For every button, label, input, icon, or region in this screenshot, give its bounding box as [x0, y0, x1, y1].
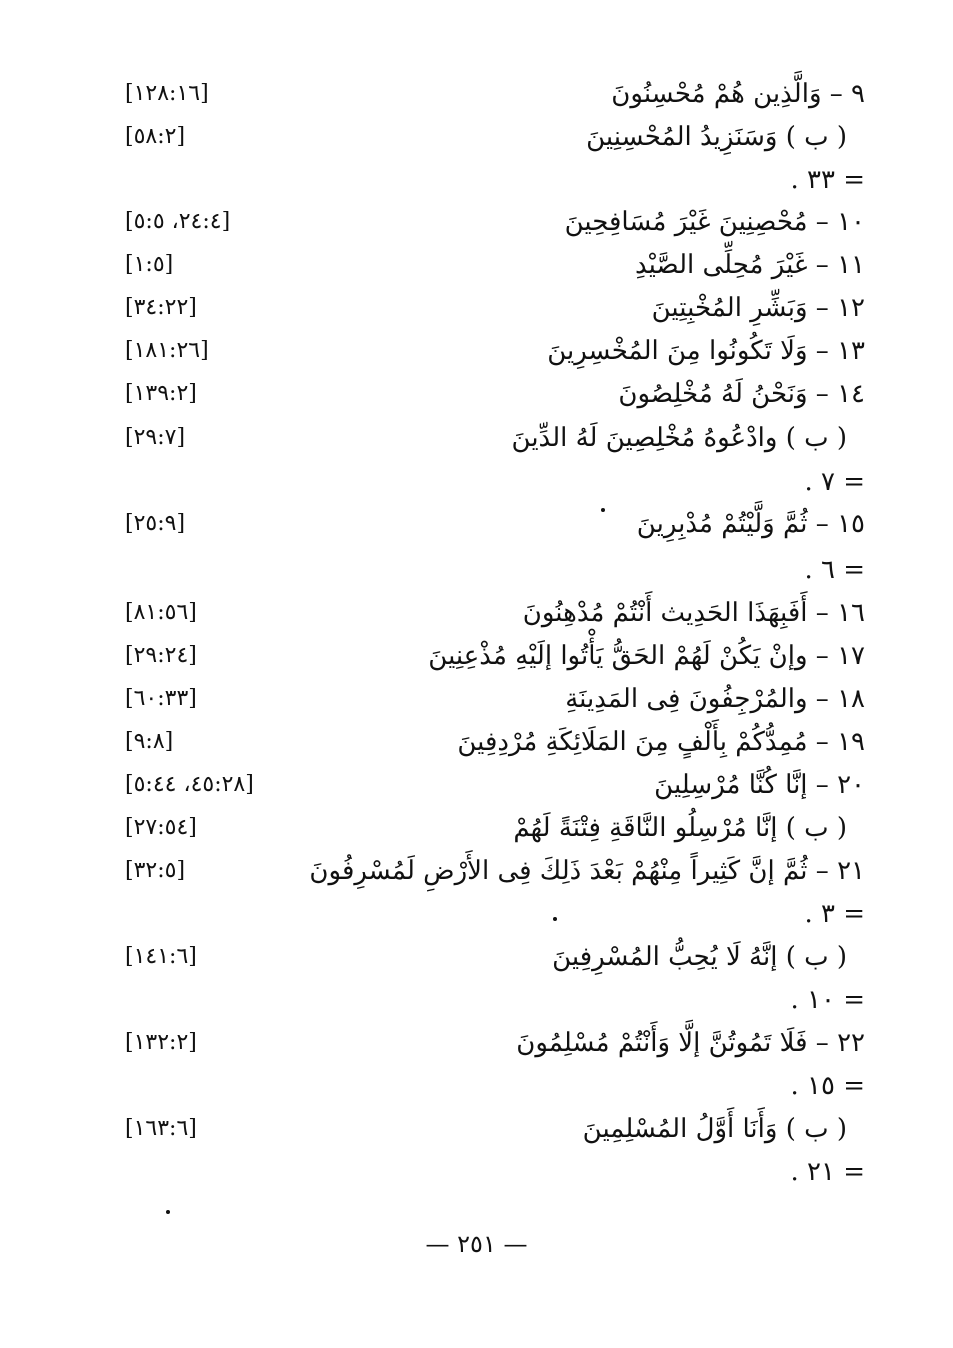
entry-line: [125, 550, 865, 590]
entry-text: ١٤ – وَنَحْنُ لَهُ مُخْلِصُونَ: [618, 379, 865, 409]
entry-line: [125, 722, 865, 762]
verse-reference: [١٣٩:٢]: [125, 381, 197, 406]
entry-line: [125, 374, 865, 414]
entry-text: ١٦ – أَفَبِهَذَا الحَدِيث أَنْتُمْ مُدْهِنُونَ: [522, 598, 865, 628]
verse-reference: [٢٩:٢٤]: [125, 643, 197, 668]
entry-line: [125, 808, 865, 848]
entry-text: = ٧ .: [804, 467, 865, 497]
entry-text: ١٣ – وَلَا تَكُونُوا مِنَ المُخْسِرِينَ: [547, 336, 865, 366]
entry-text: ( ب ) إنَّهُ لَا يُحِبُّ المُسْرِفِينَ: [552, 942, 847, 972]
entry-text: = ٢١ .: [790, 1157, 865, 1187]
entry-line: [125, 679, 865, 719]
entry-line: [125, 245, 865, 285]
verse-reference: [٥٨:٢]: [125, 124, 186, 149]
verse-reference: [١٣٢:٢]: [125, 1030, 197, 1055]
entry-text: = ٣ .: [804, 899, 865, 929]
entry-line: [125, 160, 865, 200]
entry-text: ١٧ – وإنْ يَكُنْ لَهُمْ الحَقُّ يَأْتُوا إلَيْهِ مُذْعِنِينَ: [428, 641, 865, 671]
entry-line: [125, 593, 865, 633]
entry-line: [125, 1023, 865, 1063]
entry-line: [125, 117, 865, 157]
verse-reference: [١٦٣:٦]: [125, 1116, 197, 1141]
verse-reference: [٦٠:٣٣]: [125, 686, 197, 711]
entry-line: [125, 937, 865, 977]
entry-line: [125, 765, 865, 805]
entry-text: ١٨ – والمُرْجِفُونَ فِى المَدِينَةِ: [565, 684, 865, 714]
entry-text: ٩ – وَالَّذِين هُمْ مُحْسِنُونَ: [611, 79, 865, 109]
verse-reference: [١٨١:٢٦]: [125, 338, 209, 363]
entry-line: [125, 851, 865, 891]
verse-reference: [٨١:٥٦]: [125, 600, 197, 625]
entry-text: ٢٠ – إنَّا كُنَّا مُرْسِلِينَ: [654, 770, 865, 800]
entry-line: [125, 980, 865, 1020]
entry-text: = ٣٣ .: [790, 165, 865, 195]
entry-line: [125, 418, 865, 458]
entry-text: = ١٥ .: [790, 1071, 865, 1101]
entry-line: [125, 202, 865, 242]
verse-reference: [١٤١:٦]: [125, 944, 197, 969]
entry-text: ١٠ – مُحْصِنِينَ غَيْرَ مُسَافِحِينَ: [564, 207, 865, 237]
verse-reference: [٣٢:٥]: [125, 858, 186, 883]
entry-line: [125, 462, 865, 502]
verse-reference: [٤٥:٢٨، ٥:٤٤]: [125, 772, 254, 797]
entry-text: ( ب ) وَأَنَا أَوَّلُ المُسْلِمِينَ: [582, 1114, 847, 1144]
speck: [601, 508, 605, 512]
verse-reference: [٢٥:٩]: [125, 511, 186, 536]
entry-line: [125, 1109, 865, 1149]
entry-text: ١٥ – ثُمَّ وَلَّيْتُمْ مُدْبِرِينَ: [636, 509, 865, 539]
entry-text: ١٢ – وَبَشِّرِ المُخْبِتِينَ: [651, 293, 865, 323]
entry-text: ١٩ – مُمِدُّكُمْ بِأَلْفٍ مِنَ المَلَائِكَةِ مُرْدِفِينَ: [457, 727, 865, 757]
entry-line: [125, 74, 865, 114]
entry-text: ( ب ) وادْعُوهُ مُخْلِصِينَ لَهُ الدِّينَ: [511, 423, 847, 453]
entry-text: = ١٠ .: [790, 985, 865, 1015]
page-number: — ٢٥١ —: [425, 1230, 528, 1258]
entry-line: [125, 894, 865, 934]
verse-reference: [٢٤:٤، ٥:٥]: [125, 209, 231, 234]
entry-line: [125, 636, 865, 676]
entry-line: [125, 504, 865, 544]
verse-reference: [١:٥]: [125, 252, 174, 277]
entry-text: ١١ – غَيْرَ مُحِلِّى الصَّيْدِ: [635, 250, 865, 280]
speck: [553, 917, 557, 921]
entry-text: ٢١ – ثُمَّ إنَّ كَثِيراً مِنْهُمْ بَعْدَ ذَلِكَ فِى الأَرْضِ لَمُسْرِفُونَ: [309, 856, 865, 886]
entry-line: [125, 1152, 865, 1192]
verse-reference: [٢٩:٧]: [125, 425, 186, 450]
speck: [166, 1210, 170, 1214]
entry-line: [125, 288, 865, 328]
verse-reference: [٢٧:٥٤]: [125, 815, 197, 840]
entry-text: = ٦ .: [804, 555, 865, 585]
entry-text: ( ب ) وَسَنَزِيدُ المُحْسِنِينَ: [586, 122, 847, 152]
verse-reference: [١٢٨:١٦]: [125, 81, 209, 106]
entry-line: [125, 1066, 865, 1106]
verse-reference: [٩:٨]: [125, 729, 174, 754]
entry-text: ( ب ) إنَّا مُرْسِلُو النَّاقَةِ فِتْنَةً لَهُمْ: [513, 813, 847, 843]
verse-reference: [٣٤:٢٢]: [125, 295, 197, 320]
entry-line: [125, 331, 865, 371]
entry-text: ٢٢ – فَلَا تَمُوتُنَّ إلَّا وَأَنْتُمْ مُسْلِمُونَ: [516, 1028, 865, 1058]
